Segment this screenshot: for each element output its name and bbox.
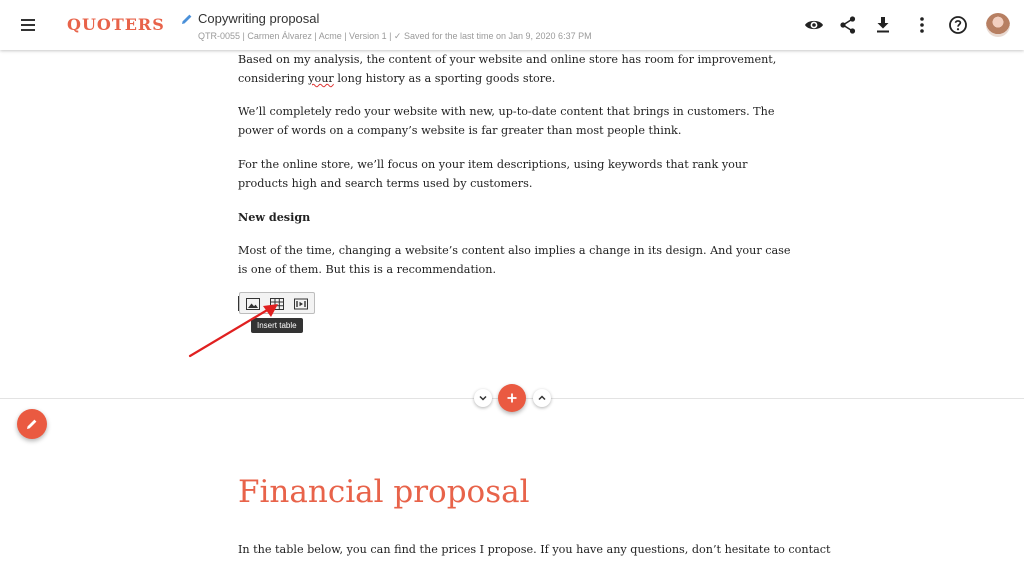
help-icon — [947, 14, 969, 36]
share-icon — [837, 14, 859, 36]
avatar[interactable] — [986, 13, 1010, 37]
section-intro[interactable]: In the table below, you can find the prices I propose. If you have any questions, don’t hesitate to contact — [238, 543, 831, 556]
more-options-button[interactable] — [911, 14, 933, 36]
move-section-up-button[interactable] — [533, 389, 551, 407]
document-meta: QTR-0055 | Carmen Álvarez | Acme | Version 1 | ✓ Saved for the last time on Jan 9, 2020 6:37 PM — [198, 31, 592, 41]
paragraph-1[interactable] — [238, 50, 798, 88]
document-title[interactable]: Copywriting proposal — [198, 11, 320, 26]
preview-button[interactable] — [803, 14, 825, 36]
paragraph-3[interactable]: For the online store, we’ll focus on your item descriptions, using keywords that rank your products high and search terms used by customers. — [238, 158, 748, 190]
top-bar — [0, 0, 1024, 50]
eye-icon — [803, 14, 825, 36]
section-title[interactable]: Financial proposal — [238, 474, 530, 510]
more-vert-icon — [911, 14, 933, 36]
plus-icon — [506, 392, 518, 404]
download-button[interactable] — [872, 14, 894, 36]
pencil-icon[interactable] — [181, 13, 193, 25]
chevron-down-icon — [478, 393, 488, 403]
menu-icon[interactable] — [18, 14, 40, 36]
subheading-new-design[interactable]: New design — [238, 210, 311, 224]
annotation-arrow-icon — [185, 295, 295, 361]
paragraph-1-end: long history as a sporting goods store. — [333, 72, 556, 85]
move-section-down-button[interactable] — [474, 389, 492, 407]
share-button[interactable] — [837, 14, 859, 36]
paragraph-2[interactable]: We’ll completely redo your website with new, up-to-date content that brings in customers. The power of words on a company’s website is far greater than most people think. — [238, 105, 775, 137]
download-icon — [872, 14, 894, 36]
pencil-icon — [26, 418, 38, 430]
chevron-up-icon — [537, 393, 547, 403]
video-icon — [294, 298, 308, 310]
app-logo[interactable]: QUOTERS — [67, 15, 165, 34]
spellcheck-word[interactable]: your — [308, 72, 334, 85]
add-section-button[interactable] — [498, 384, 526, 412]
help-button[interactable] — [947, 14, 969, 36]
paragraph-4[interactable]: Most of the time, changing a website’s content also implies a change in its design. And your case is one of them. But this is a recommendation. — [238, 244, 791, 276]
tooltip: Insert table — [251, 318, 303, 333]
edit-section-button[interactable] — [17, 409, 47, 439]
paragraph-1-start: Based on my analysis, the content of your website and online store has room for improvement, considering — [238, 53, 777, 85]
